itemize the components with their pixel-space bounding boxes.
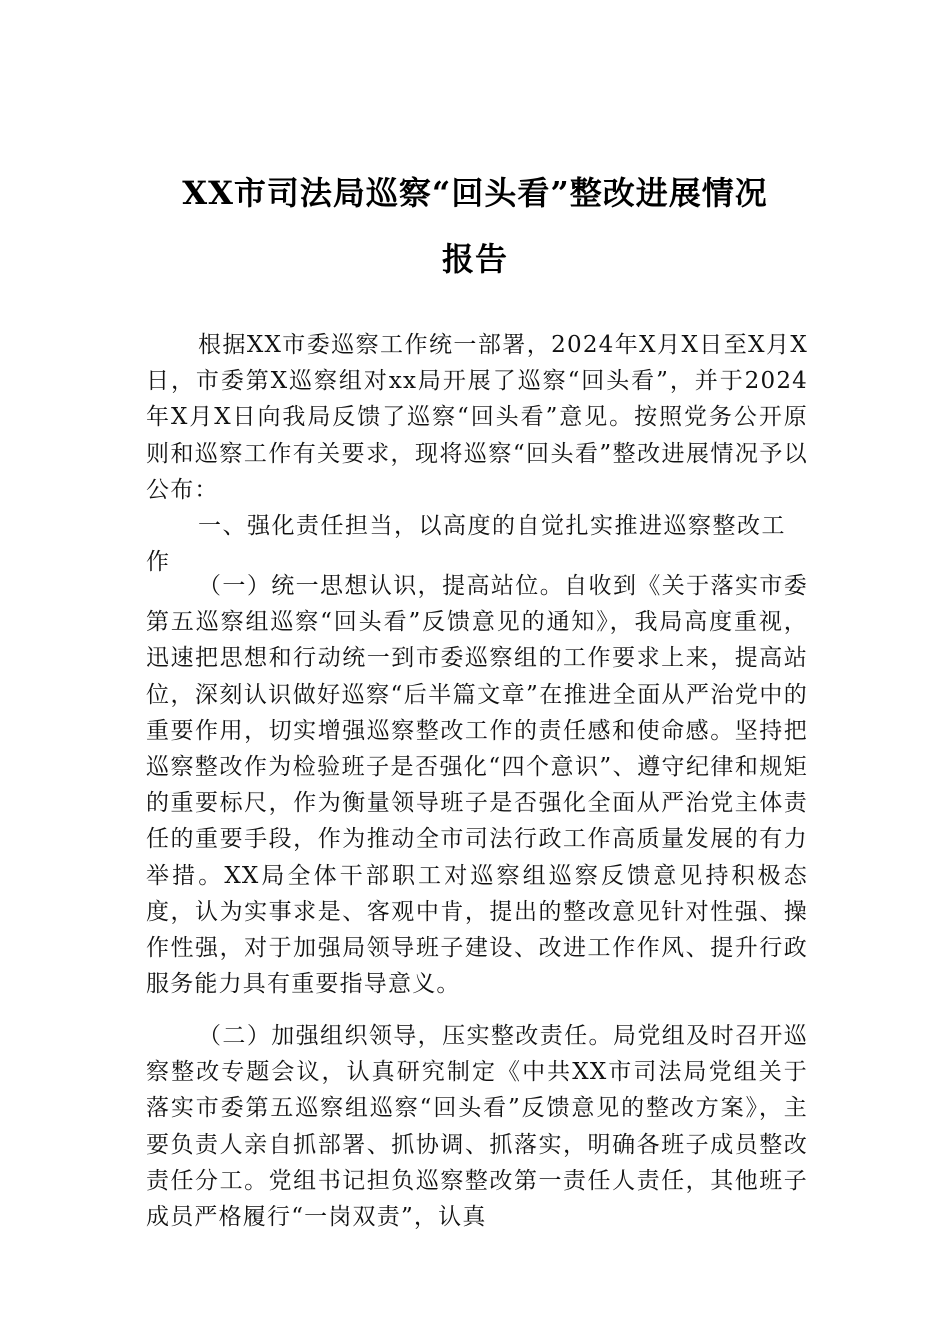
document-title-line-1: XX市司法局巡察“回头看”整改进展情况 <box>182 174 768 212</box>
paragraph-subsection-1: （一）统一思想认识，提高站位。自收到《关于落实市委第五巡察组巡察“回头看”反馈意见的通知》，我局高度重视，迅速把思想和行动统一到市委巡察组的工作要求上来，提高站位，深刻认识做好巡察“后半篇文章”在推进全面从严治党中的重要作用，切实增强巡察整改工作的责任感和使命感。坚持把巡察整改作为检验班子是否强化“四个意识”、遵守纪律和规矩的重要标尺，作为衡量领导班子是否强化全面从严治党主体责任的重要手段，作为推动全市司法行政工作高质量发展的有力举措。XX局全体干部职工对巡察组巡察反馈意见持积极态度，认为实事求是、客观中肯，提出的整改意见针对性强、操作性强，对于加强局领导班子建设、改进工作作风、提升行政服务能力具有重要指导意义。 <box>146 573 808 998</box>
section-heading-1: 一、强化责任担当，以高度的自觉扎实推进巡察整改工作 <box>146 513 786 576</box>
document-title-line-2: 报告 <box>441 240 508 278</box>
paragraph-intro: 根据XX市委巡察工作统一部署，2024年X月X日至X月X日，市委第X巡察组对xx局开展了巡察“回头看”，并于2024年X月X日向我局反馈了巡察“回头看”意见。按照党务公开原则和巡察工作有关要求，现将巡察“回头看”整改进展情况予以公布： <box>146 332 808 503</box>
paragraph-subsection-2: （二）加强组织领导，压实整改责任。局党组及时召开巡察整改专题会议，认真研究制定《中共XX市司法局党组关于落实市委第五巡察组巡察“回头看”反馈意见的整改方案》，主要负责人亲自抓部署、抓协调、抓落实，明确各班子成员整改责任分工。党组书记担负巡察整改第一责任人责任，其他班子成员严格履行“一岗双责”，认真 <box>146 1023 808 1231</box>
